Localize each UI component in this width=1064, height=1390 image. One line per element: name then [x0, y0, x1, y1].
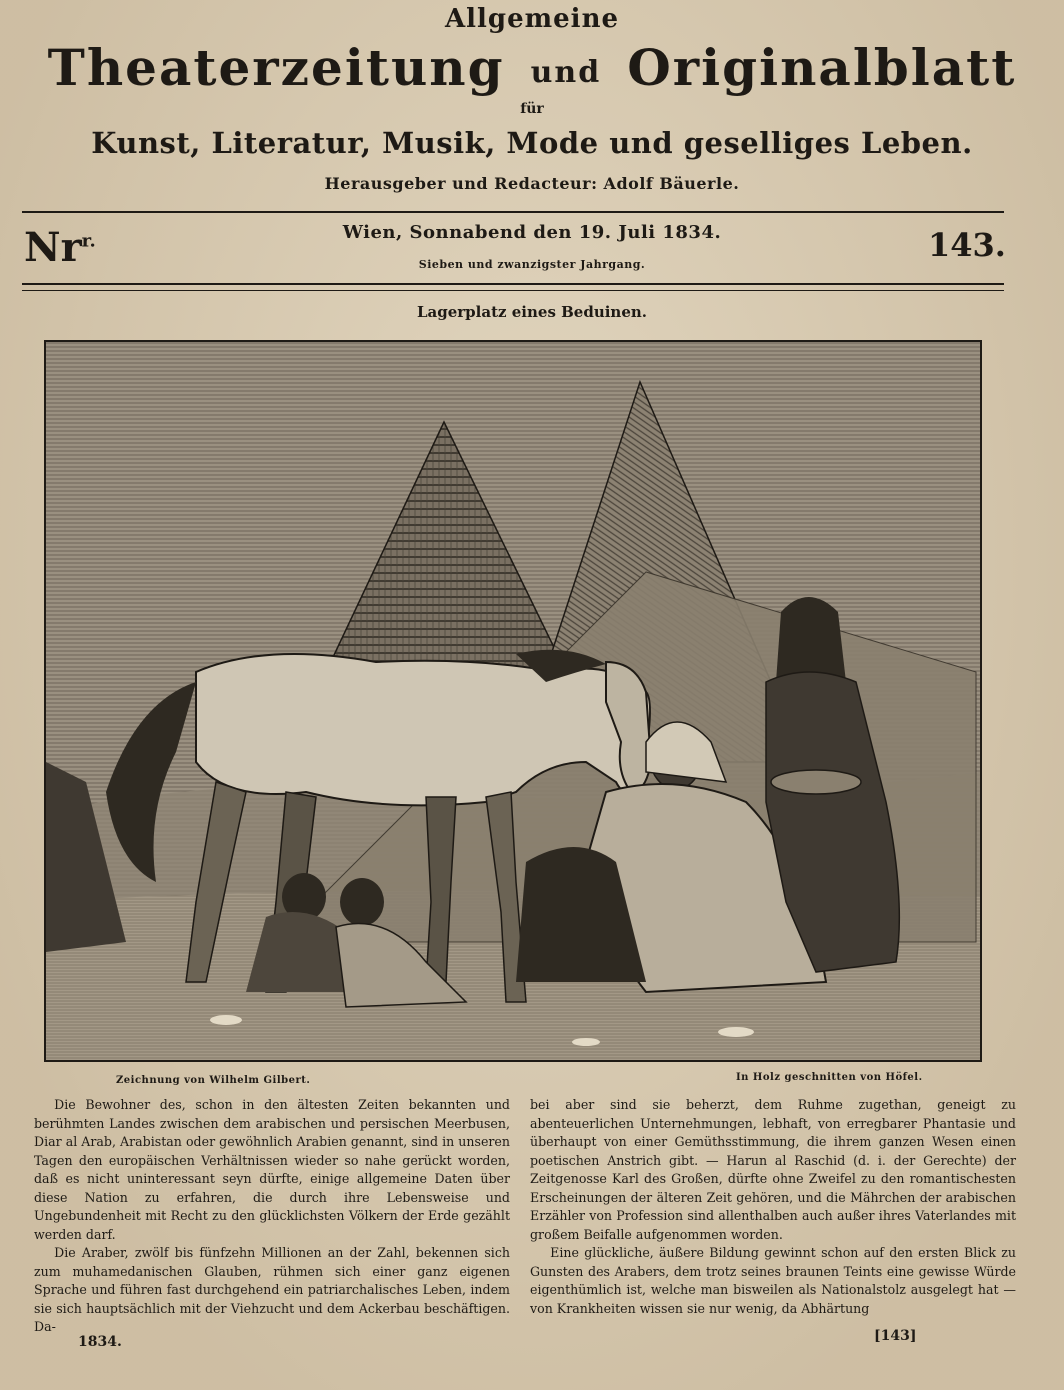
article-paragraph: Die Araber, zwölf bis fünfzehn Millionen an der Zahl, bekennen sich zum muhamedanischen Glauben, rühmen sich einer ganz eigenen Sprache und führen fast durchgehend ein patriarchalisches Leben, indem sie sich hauptsächlich mit der Viehzucht und dem Ackerbau beschäftigen. Da- — [34, 1245, 510, 1334]
bedouin-camp-illustration — [44, 340, 982, 1062]
ground-stone — [210, 1015, 242, 1025]
footer-year: 1834. — [78, 1334, 122, 1350]
woodcut-engraving — [46, 342, 980, 1060]
masthead-title — [10, 38, 1054, 97]
issue-dateline: Wien, Sonnabend den 19. Juli 1834. — [342, 222, 722, 243]
masthead-editor: Herausgeber und Redacteur: Adolf Bäuerle. — [324, 174, 740, 193]
illustration-caption: Lagerplatz eines Beduinen. — [416, 303, 648, 321]
credit-drawing: Zeichnung von Wilhelm Gilbert. — [116, 1075, 311, 1086]
issue-year: Sieben und zwanzigster Jahrgang. — [418, 258, 646, 271]
masthead-title-right: Originalblatt — [627, 38, 1017, 97]
credit-engraver: In Holz geschnitten von Höfel. — [736, 1072, 923, 1083]
divider-rule-mid-2 — [22, 290, 1004, 291]
divider-rule-top — [22, 211, 1004, 213]
child-head-2 — [340, 878, 384, 926]
article-column-right — [530, 1096, 1016, 1318]
article-paragraph: Die Bewohner des, schon in den ältesten Zeiten bekannten und berühmten Landes zwischen dem arabischen und persischen Meerbusen, Diar al Arab, Arabistan oder gewöhnlich Arabien genannt, sind in unseren Tagen den europäischen Verhältnissen wieder so nahe gerückt worden, daß es nicht uninteressant seyn dürfte, einige allgemeine Daten über diese Nation zu erfahren, die durch ihre Lebensweise und Ungebundenheit mit Recht zu den glücklichsten Völkern der Erde gezählt werden darf. — [34, 1097, 510, 1242]
ground-stone — [718, 1027, 754, 1037]
article-paragraph: Eine glückliche, äußere Bildung gewinnt schon auf den ersten Blick zu Gunsten des Arabers, dem trotz seines braunen Teints eine gewisse Würde eigenthümlich ist, welche man bisweilen als Nationalstolz ausgelegt hat — von Krankheiten wissen sie nur wenig, da Abhärtung — [530, 1245, 1016, 1316]
masthead-subtitle: Kunst, Literatur, Musik, Mode und geselliges Leben. — [91, 126, 973, 160]
ground-stone — [572, 1038, 600, 1046]
divider-rule-mid-1 — [22, 283, 1004, 285]
woman-hair — [776, 597, 846, 682]
issue-number: 143. — [928, 226, 1006, 264]
masthead-allgemeine: Allgemeine — [444, 4, 620, 34]
masthead-fuer: für — [520, 101, 544, 117]
article-paragraph: bei aber sind sie beherzt, dem Ruhme zugethan, geneigt zu abenteuerlichen Unternehmungen, lebhaft, von erregbarer Phantasie und überhaupt von einer Gemüthsstimmung, die ihrem ganzen Wesen einen poetischen Anstrich gibt. — Harun al Raschid (d. i. der Gerechte) der Zeitgenosse Karl des Großen, dürfte ohne Zweifel zu den romantischesten Erscheinungen der älteren Zeit gehören, und die Mährchen der arabischen Erzähler von Profession sind allenthalben auch außer ihres Vaterlandes mit großem Beifalle aufgenommen worden. — [530, 1097, 1016, 1242]
masthead-title-und: und — [530, 54, 602, 90]
masthead-title-left: Theaterzeitung — [47, 38, 505, 97]
woman-bowl — [771, 770, 861, 794]
issue-nr-label: $Nr^{r.}$ — [24, 224, 96, 271]
footer-page-number: [143] — [874, 1328, 917, 1344]
article-column-left — [34, 1096, 510, 1337]
